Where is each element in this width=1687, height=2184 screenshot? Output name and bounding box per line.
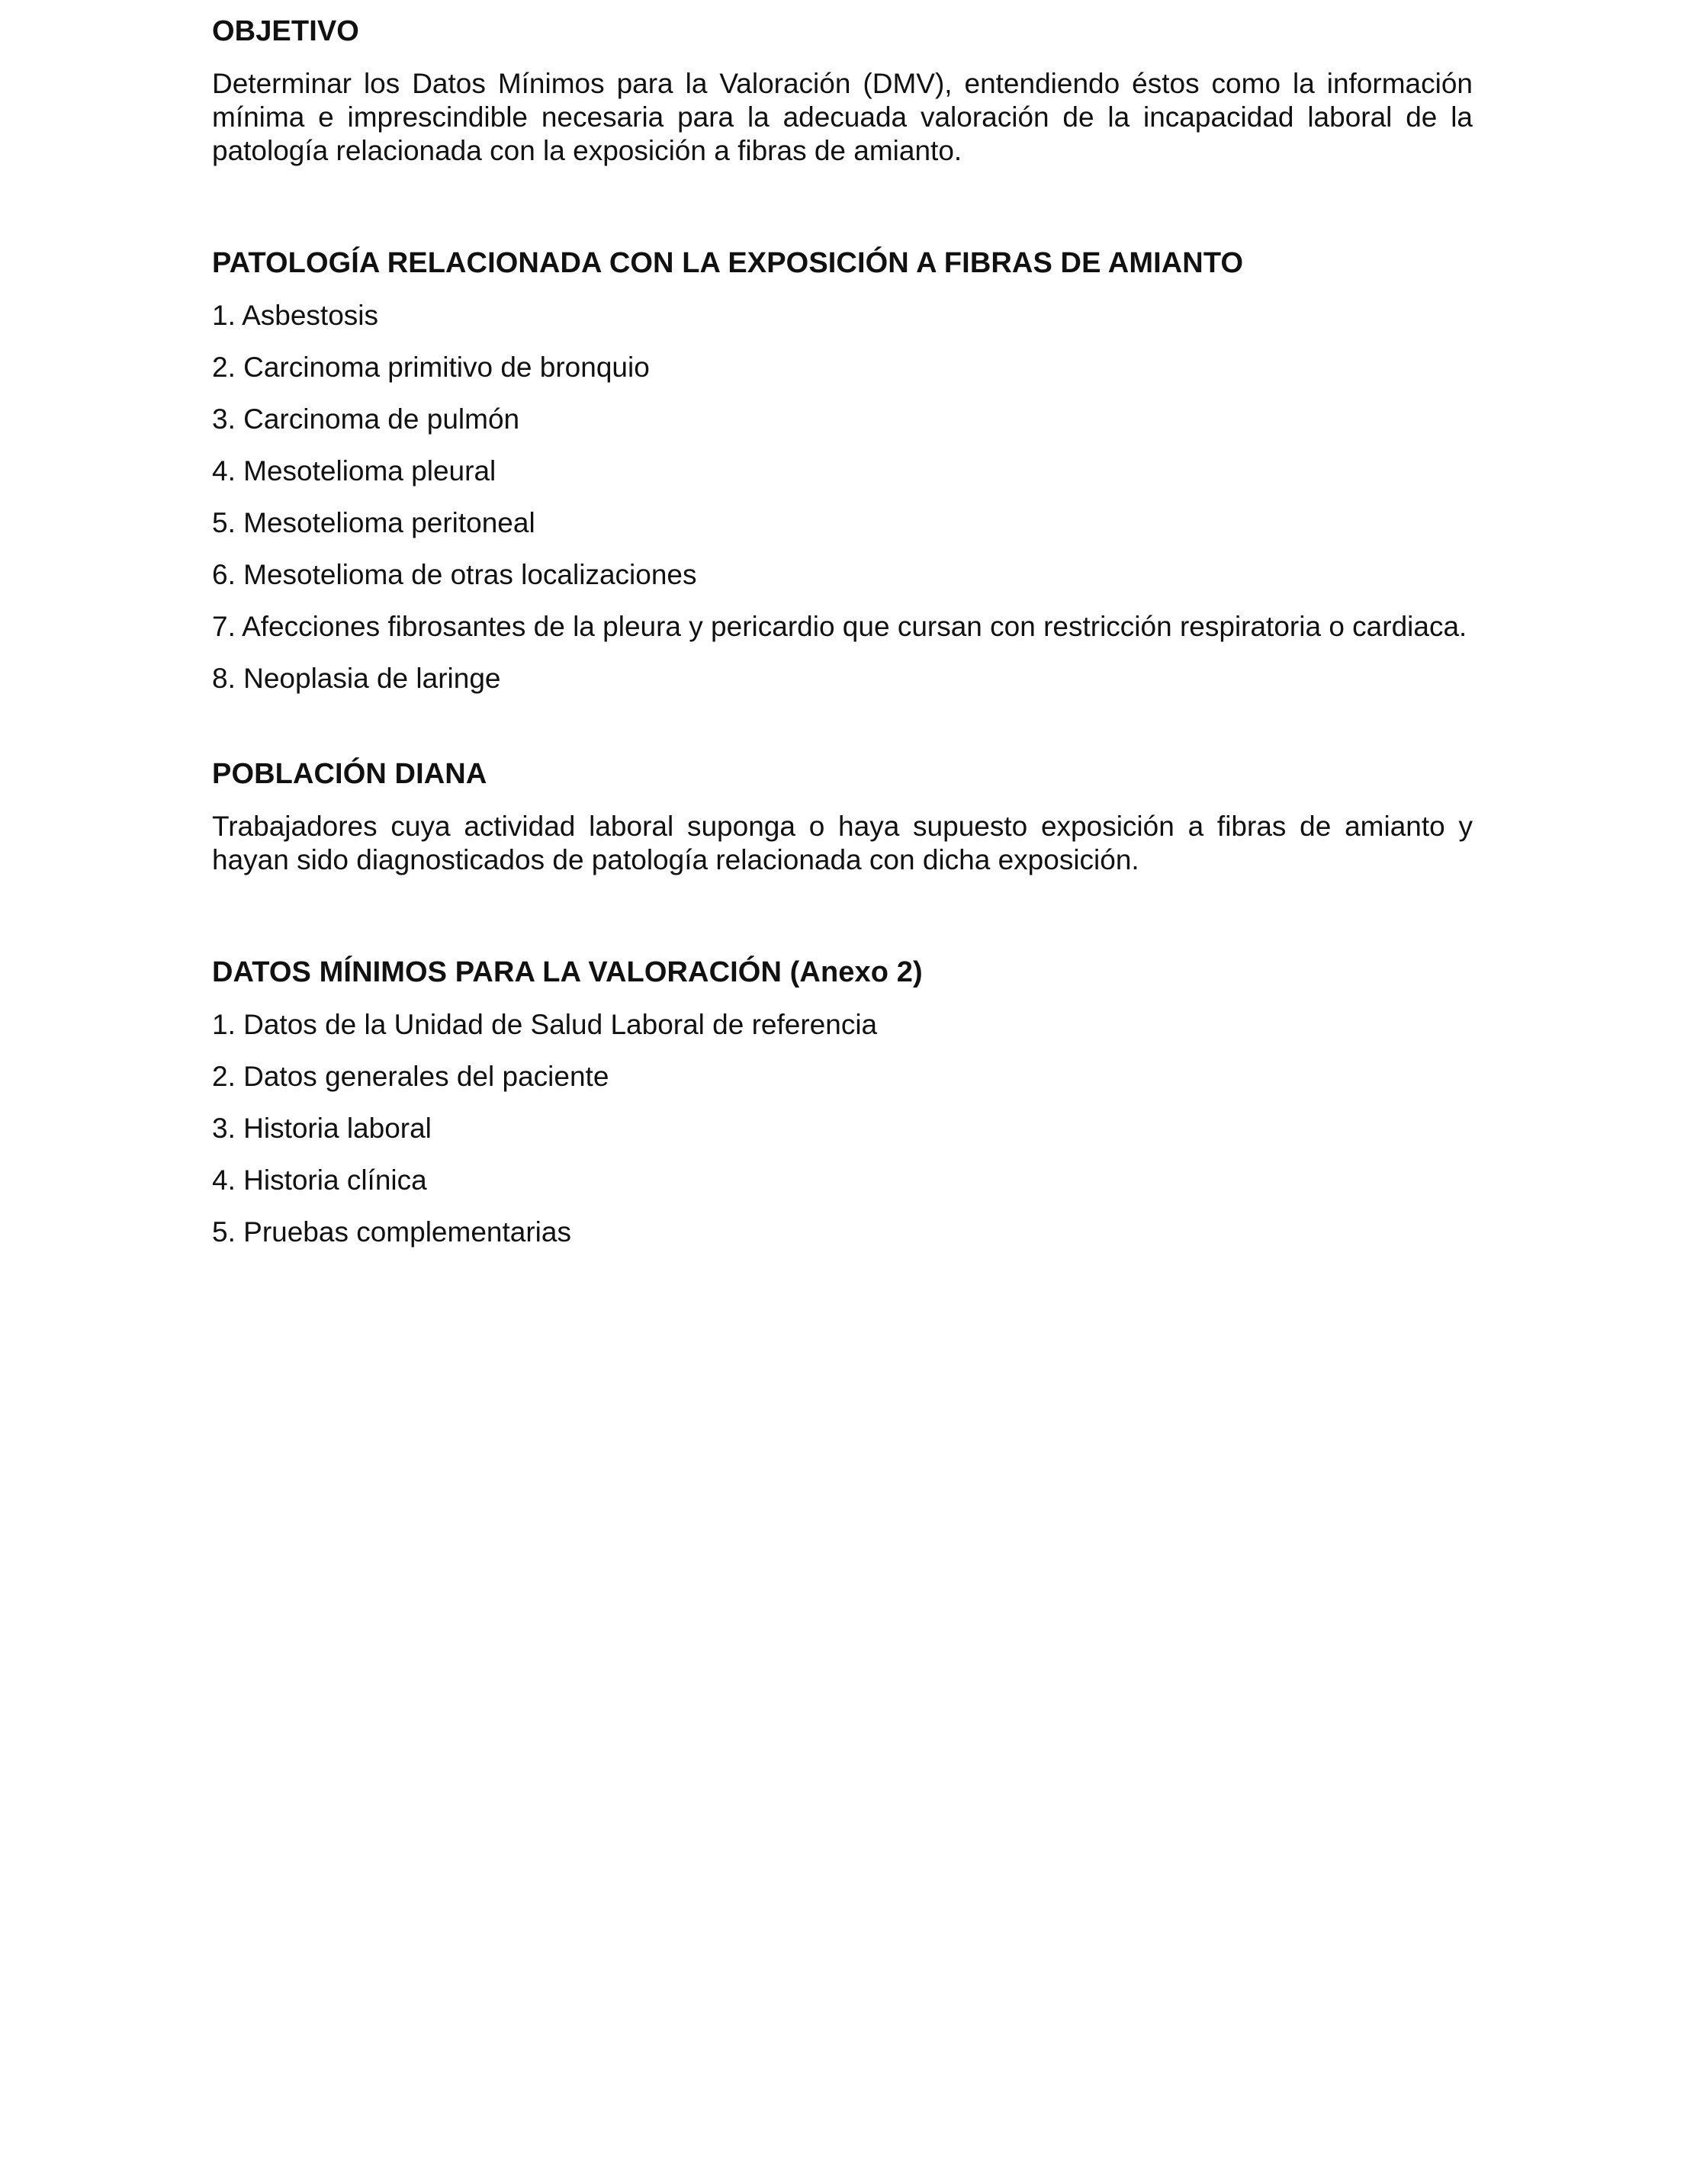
list-item: 7. Afecciones fibrosantes de la pleura y pericardio que cursan con restricción respiratoria o cardiaca. bbox=[212, 611, 1467, 642]
datos-minimos-list bbox=[212, 1008, 1473, 1249]
list-item: 3. Historia laboral bbox=[212, 1113, 432, 1144]
list-item: 3. Carcinoma de pulmón bbox=[212, 403, 520, 435]
section-heading-objetivo: OBJETIVO bbox=[212, 15, 359, 47]
list-item: 4. Historia clínica bbox=[212, 1164, 427, 1196]
section-heading-datos-minimos: DATOS MÍNIMOS PARA LA VALORACIÓN (Anexo 2) bbox=[212, 956, 923, 988]
list-item: 2. Carcinoma primitivo de bronquio bbox=[212, 352, 650, 383]
section-patologia bbox=[212, 247, 1473, 695]
list-item: 1. Datos de la Unidad de Salud Laboral de referencia bbox=[212, 1009, 878, 1040]
section-objetivo bbox=[212, 15, 1473, 168]
poblacion-paragraph: Trabajadores cuya actividad laboral suponga o haya supuesto exposición a fibras de amianto y hayan sido diagnosticados de patología relacionada con dicha exposición. bbox=[212, 811, 1473, 875]
list-item: 5. Mesotelioma peritoneal bbox=[212, 507, 535, 538]
document-page bbox=[212, 15, 1473, 1310]
list-item: 2. Datos generales del paciente bbox=[212, 1061, 609, 1092]
list-item: 5. Pruebas complementarias bbox=[212, 1216, 571, 1248]
list-item: 6. Mesotelioma de otras localizaciones bbox=[212, 559, 697, 590]
objetivo-paragraph: Determinar los Datos Mínimos para la Valoración (DMV), entendiendo éstos como la información mínima e imprescindible necesaria para la adecuada valoración de la incapacidad laboral de la patología relacionada con la exposición a fibras de amianto. bbox=[212, 68, 1473, 166]
patologia-list bbox=[212, 299, 1473, 695]
section-heading-patologia: PATOLOGÍA RELACIONADA CON LA EXPOSICIÓN A FIBRAS DE AMIANTO bbox=[212, 247, 1244, 279]
list-item: 8. Neoplasia de laringe bbox=[212, 663, 501, 694]
list-item: 1. Asbestosis bbox=[212, 300, 379, 331]
section-poblacion-diana bbox=[212, 758, 1473, 877]
section-heading-poblacion: POBLACIÓN DIANA bbox=[212, 758, 487, 790]
section-datos-minimos bbox=[212, 956, 1473, 1249]
list-item: 4. Mesotelioma pleural bbox=[212, 455, 496, 487]
